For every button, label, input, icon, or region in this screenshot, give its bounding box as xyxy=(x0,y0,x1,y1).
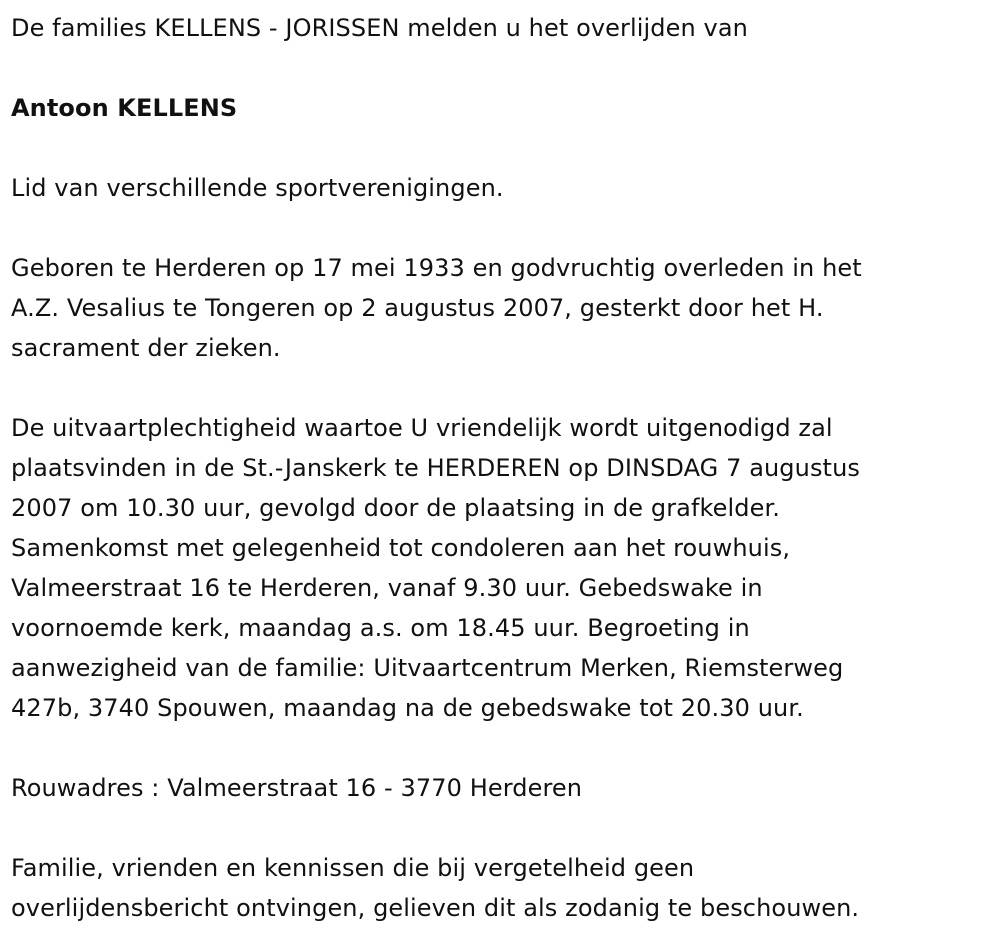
membership-text: Lid van verschillende sportverenigingen. xyxy=(11,174,504,202)
ceremony-line: voornoemde kerk, maandag a.s. om 18.45 uur. Begroeting in xyxy=(11,614,750,642)
ceremony-line: De uitvaartplechtigheid waartoe U vriendelijk wordt uitgenodigd zal xyxy=(11,414,833,442)
birth-death-line: Geboren te Herderen op 17 mei 1933 en godvruchtig overleden in het xyxy=(11,254,862,282)
closing-line: Familie, vrienden en kennissen die bij vergetelheid geen xyxy=(11,854,695,882)
closing-line: overlijdensbericht ontvingen, gelieven dit als zodanig te beschouwen. xyxy=(11,894,860,922)
mourning-address: Rouwadres : Valmeerstraat 16 - 3770 Herderen xyxy=(11,774,583,802)
ceremony-line: aanwezigheid van de familie: Uitvaartcentrum Merken, Riemsterweg xyxy=(11,654,844,682)
ceremony-paragraph xyxy=(11,408,991,728)
ceremony-line: Valmeerstraat 16 te Herderen, vanaf 9.30 uur. Gebedswake in xyxy=(11,574,763,602)
ceremony-line: 2007 om 10.30 uur, gevolgd door de plaatsing in de grafkelder. xyxy=(11,494,780,522)
intro-text: De families KELLENS - JORISSEN melden u het overlijden van xyxy=(11,14,748,42)
obituary-notice xyxy=(11,8,991,928)
birth-death-line: sacrament der zieken. xyxy=(11,334,281,362)
birth-death-line: A.Z. Vesalius te Tongeren op 2 augustus 2007, gesterkt door het H. xyxy=(11,294,824,322)
ceremony-line: Samenkomst met gelegenheid tot condoleren aan het rouwhuis, xyxy=(11,534,791,562)
ceremony-line: plaatsvinden in de St.-Janskerk te HERDEREN op DINSDAG 7 augustus xyxy=(11,454,860,482)
ceremony-line: 427b, 3740 Spouwen, maandag na de gebedswake tot 20.30 uur. xyxy=(11,694,804,722)
birth-death-paragraph xyxy=(11,248,991,368)
deceased-name: Antoon KELLENS xyxy=(11,94,238,122)
closing-paragraph xyxy=(11,848,991,928)
